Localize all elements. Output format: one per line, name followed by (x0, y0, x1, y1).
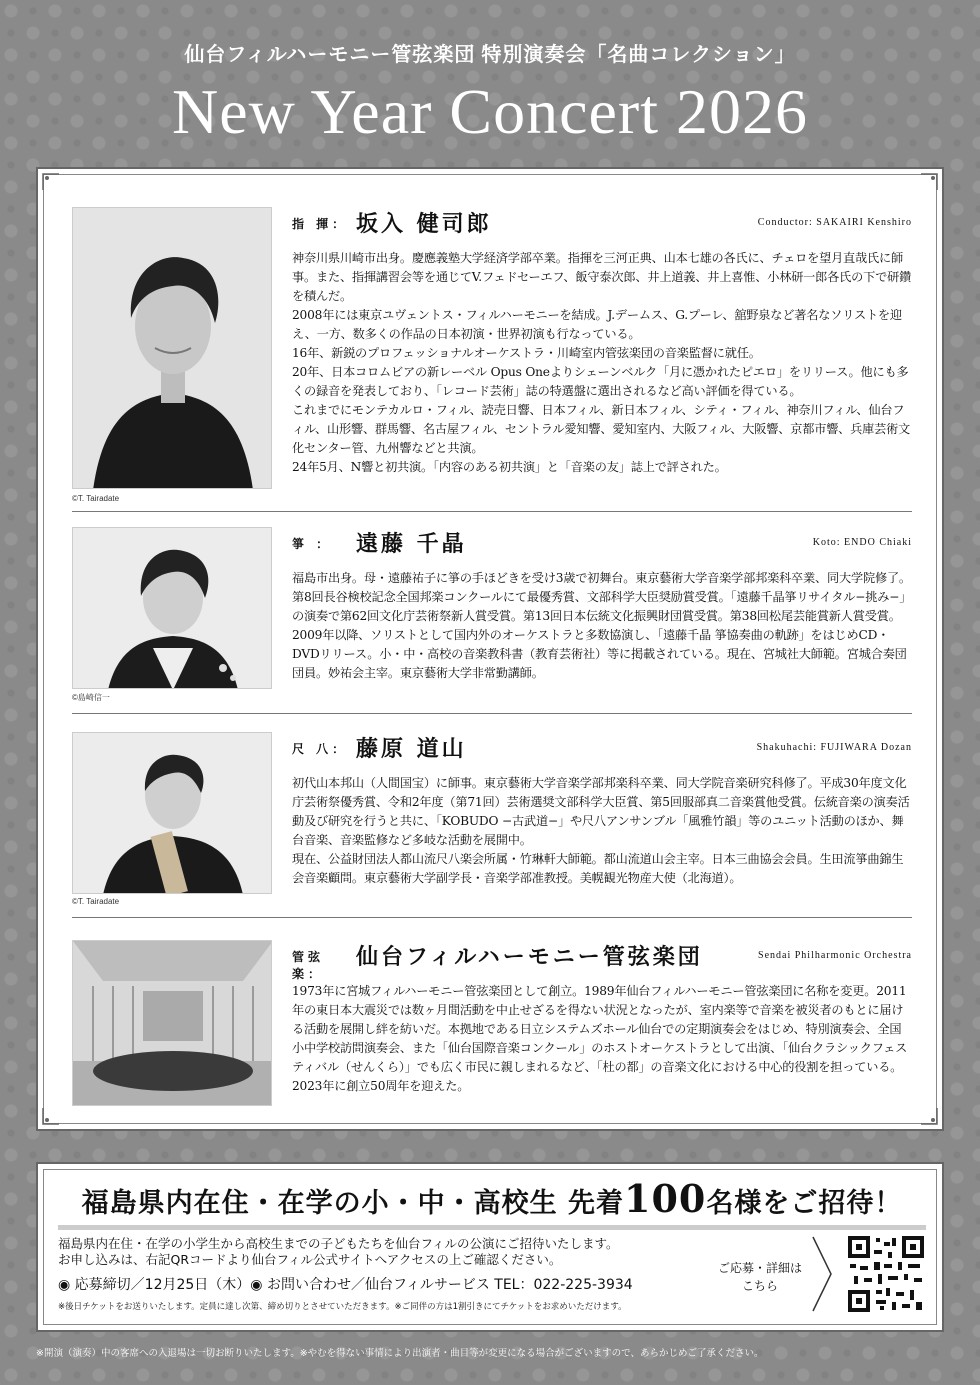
performer-english-name: Shakuhachi: FUJIWARA Dozan (756, 742, 912, 753)
invitation-text: お申し込みは、右記QRコードより仙台フィル公式サイトへアクセスの上ご確認ください。 (58, 1252, 562, 1267)
qr-code[interactable] (848, 1236, 924, 1312)
cta-line: ご応募・詳細は (717, 1261, 802, 1275)
koto-player-photo (72, 527, 272, 689)
apply-cta (710, 1259, 810, 1295)
corner-ornament-icon (919, 1106, 939, 1126)
chevron-right-icon (810, 1234, 834, 1318)
bio-paragraph: 現在、公益財団法人都山流尺八楽会所属・竹琳軒大師範。都山流道山会主宰。日本三曲協会会員。生田流箏曲錦生会音楽顧問。東京藝術大学副学長・音楽学部准教授。美幌観光物産大使（北海道）。 (292, 852, 904, 885)
performer-text (292, 207, 912, 477)
headline-number: 100 (624, 1176, 707, 1221)
corner-ornament-icon (919, 172, 939, 192)
performer-bio (292, 982, 912, 1096)
bio-paragraph: 20年、日本コロムビアの新レーベル Opus Oneよりシェーンベルク「月に憑かれたピエロ」をリリース。他にも多くの録音を発表しており、「レコード芸術」誌の特選盤に選出されるなど高い評価を得ている。 (292, 365, 909, 398)
concert-subtitle: 仙台フィルハーモニー管弦楽団 特別演奏会「名曲コレクション」 (184, 44, 796, 66)
invitation-note: ※後日チケットをお送りいたします。定員に達し次第、締め切りとさせていただきます。※ご同伴の方は1割引きにてチケットをお求めいただけます。 (58, 1302, 627, 1312)
concert-title: New Year Concert 2026 (172, 76, 808, 147)
header (0, 0, 980, 150)
performer-bio (292, 249, 912, 477)
photo-credit: ©T. Tairadate (72, 897, 120, 906)
performer-english-name: Koto: ENDO Chiaki (812, 537, 912, 548)
bio-paragraph: 初代山本邦山（人間国宝）に師事。東京藝術大学音楽学部邦楽科卒業、同大学院音楽研究科修了。平成30年度文化庁芸術祭優秀賞、令和2年度（第71回）芸術選奨文部科学大臣賞、第5回服部真二音楽賞他受賞。伝統音楽の演奏活動及び研究を行うと共に、「KOBUDO −古武道−」や尺八アンサンブル「風雅竹韻」等のユニット活動のほか、舞台音楽、音楽監修など多岐な活動を展開中。 (292, 776, 910, 847)
performer-bio (292, 774, 912, 888)
invitation-box (36, 1162, 944, 1332)
headline-underline (58, 1225, 926, 1230)
invitation-body (58, 1236, 698, 1268)
section-divider (72, 917, 912, 918)
section-divider (72, 713, 912, 714)
performer-role: 管弦楽： (292, 950, 325, 981)
bio-paragraph: これまでにモンテカルロ・フィル、読売日響、日本フィル、新日本フィル、シティ・フィル、神奈川フィル、仙台フィル、山形響、群馬響、名古屋フィル、セントラル愛知響、愛知室内、大阪フィル、大阪響、京都市響、兵庫芸術文化センター管、九州響などと共演。 (292, 403, 911, 455)
photo-credit: ©T. Tairadate (72, 494, 120, 503)
performer-name: 坂入 健司郎 (356, 211, 492, 237)
performer-name: 遠藤 千晶 (356, 531, 467, 557)
footer-note: ※開演（演奏）中の客席への入退場は一切お断りいたします。※やむを得ない事情により出演者・曲目等が変更になる場合がございますので、あらかじめご了承ください。 (36, 1348, 764, 1359)
bio-paragraph: 神奈川県川崎市出身。慶應義塾大学経済学部卒業。指揮を三河正典、山本七雄の各氏に、チェロを望月直哉氏に師事。また、指揮講習会等を通じてV.フェドセーエフ、飯守泰次郎、井上道義、井上喜惟、小林研一郎各氏の下で研鑽を積んだ。 (292, 251, 912, 303)
bio-paragraph: 福島市出身。母・遠藤祐子に箏の手ほどきを受け3歳で初舞台。東京藝術大学音楽学部邦楽科卒業、同大学院修了。第8回長谷検校記念全国邦楽コンクールにて最優秀賞、文部科学大臣奨励賞受賞。「遠藤千晶箏リサイタル−挑み−」の演奏で第62回文化庁芸術祭新人賞受賞。第13回日本伝統文化振興財団賞受賞。第38回松尾芸能賞新人賞受賞。2009年以降、ソリストとして国内外のオーケストラと多数協演し、「遠藤千晶 箏協奏曲の軌跡」をはじめCD・DVDリリース。小・中・高校の音楽教科書（教育芸術社）等に掲載されている。現在、宮城社大師範。宮城合奏団団員。妙祐会主宰。東京藝術大学非常勤講師。 (292, 571, 912, 680)
headline-pre: 福島県内在住・在学の小・中・高校生 先着 (81, 1188, 625, 1219)
performer-text (292, 732, 912, 888)
performer-name: 仙台フィルハーモニー管弦楽団 (356, 944, 703, 970)
performer-text (292, 527, 912, 683)
performer-text (292, 940, 912, 1096)
performer-bio (292, 569, 912, 683)
qr-code-icon (848, 1236, 924, 1312)
performer-role: 尺 八： (292, 742, 349, 756)
bio-paragraph: 2008年には東京ユヴェントス・フィルハーモニーを結成。J.デームス、G.プーレ、舘野泉など著名なソリストを迎え、一方、数多くの作品の日本初演・世界初演も行なっている。 (292, 308, 902, 341)
section-divider (72, 511, 912, 512)
cta-line: こちら (741, 1279, 778, 1293)
corner-ornament-icon (41, 172, 61, 192)
performers-panel (36, 167, 944, 1131)
bio-paragraph: 1973年に宮城フィルハーモニー管弦楽団として創立。1989年仙台フィルハーモニー管弦楽団に名称を変更。2011年の東日本大震災では数ヶ月間活動を中止せざるを得ない状況となったが、室内楽等で音楽を被災者のもとに届ける活動を展開し絆を紡いだ。本拠地である日立システムズホール仙台での定期演奏会をはじめ、特別演奏会、全国小中学校訪問演奏会、また「仙台国際音楽コンクール」のホストオーケストラとして出演、「仙台クラシックフェスティバル（せんくら）」でも広く市民に親しまれるなど、「杜の都」の音楽文化における中心的役割を担っている。2023年に創立50周年を迎えた。 (292, 984, 908, 1093)
performer-name: 藤原 道山 (356, 736, 467, 762)
bio-paragraph: 16年、新鋭のプロフェッショナルオーケストラ・川崎室内管弦楽団の音楽監督に就任。 (292, 346, 761, 360)
invitation-text: 福島県内在住・在学の小学生から高校生までの子どもたちを仙台フィルの公演にご招待いたします。 (58, 1236, 619, 1251)
invitation-headline (58, 1176, 926, 1221)
deadline-and-contact: ◉ 応募締切／12月25日（木）◉ お問い合わせ／仙台フィルサービス TEL：022-225-3934 (58, 1277, 633, 1293)
headline-post: 名様をご招待！ (706, 1188, 903, 1219)
corner-ornament-icon (41, 1106, 61, 1126)
bio-paragraph: 24年5月、N響と初共演。「内容のある初共演」と「音楽の友」誌上で評された。 (292, 460, 727, 474)
orchestra-hall-photo (72, 940, 272, 1106)
conductor-photo (72, 207, 272, 489)
performer-role: 指 揮： (292, 217, 349, 231)
performer-role: 箏 ： (292, 537, 333, 551)
performer-english-name: Sendai Philharmonic Orchestra (758, 950, 912, 961)
shakuhachi-player-photo (72, 732, 272, 894)
photo-credit: ©島崎信一 (72, 693, 110, 702)
performer-english-name: Conductor: SAKAIRI Kenshiro (757, 217, 912, 228)
